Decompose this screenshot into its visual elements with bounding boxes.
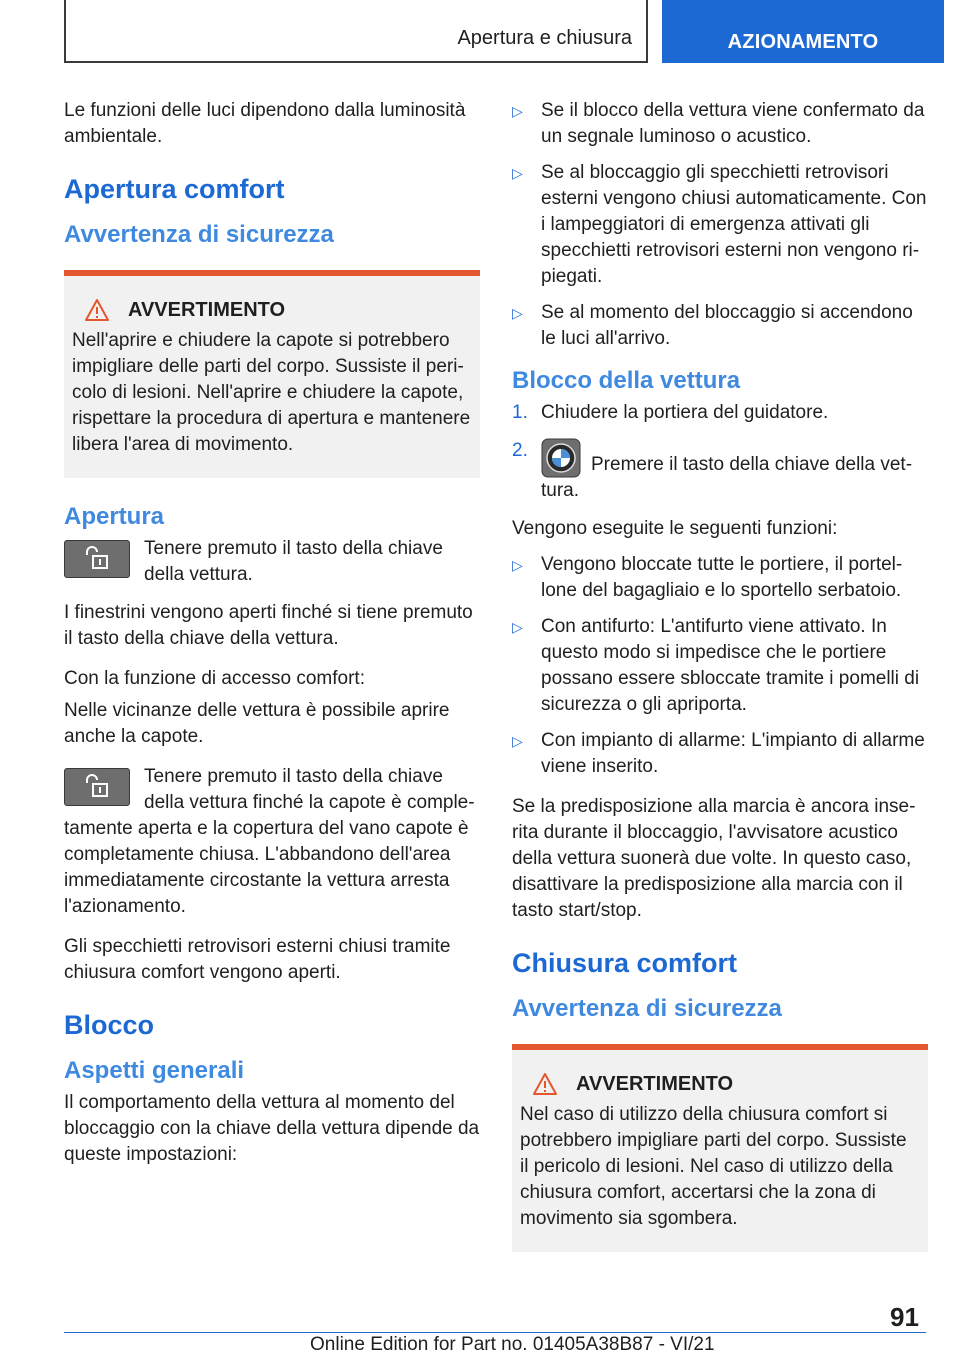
heading-lock: Blocco xyxy=(64,1010,155,1040)
footer-edition: Online Edition for Part no. 01405A38B87 - VI/21 xyxy=(310,1334,715,1355)
warning-text: Nell'aprire e chiudere la capote si potrebbero impigliare delle parti del corpo. Sussiste il pericolo di lesioni. Nell'aprire e chiudere la capote, rispettare la procedura di apertura e mantenere libera l'area di movimento. xyxy=(72,330,471,455)
warning-box xyxy=(64,270,480,478)
heading-opening: Apertura xyxy=(64,503,165,530)
triangle-bullet-icon: ▷ xyxy=(512,305,523,321)
header-section-title: Apertura e chiusura xyxy=(457,27,632,49)
header-chapter-tab: AZIONAMENTO xyxy=(662,0,944,63)
unlock-key-icon xyxy=(64,540,130,578)
key-instruction-1 xyxy=(64,536,480,588)
unlock-key-icon xyxy=(64,768,130,806)
list-item: ▷ Se il blocco della vettura viene confermato da un segnale luminoso o acustico. xyxy=(512,100,925,147)
triangle-bullet-icon: ▷ xyxy=(512,103,523,119)
steps-list xyxy=(512,400,928,504)
key-instruction-2 xyxy=(64,764,480,920)
list-item: ▷ Con antifurto: L'antifurto viene attivato. In questo modo si impedisce che le portiere possano essere sbloccate tramite i pomelli di sicurezza o gli apriporta. xyxy=(512,616,920,715)
paragraph-drive-readiness: Se la predisposizione alla marcia è ancora inserita durante il bloccaggio, l'avvisatore acustico della vettura suonerà due volte. In questo caso, disattivare la predisposizione alla marcia con il tasto start/stop. xyxy=(512,796,916,921)
heading-comfort-opening: Apertura comfort xyxy=(64,174,285,204)
triangle-bullet-icon: ▷ xyxy=(512,165,523,181)
paragraph-functions: Vengono eseguite le seguenti funzioni: xyxy=(512,518,838,539)
step-item: 1. Chiudere la portiera del guidatore. xyxy=(512,402,829,423)
intro-paragraph: Le funzioni delle luci dipendono dalla luminosità ambientale. xyxy=(64,100,466,147)
paragraph-mirrors: Gli specchietti retrovisori esterni chiusi tramite chiusura comfort vengono aperti. xyxy=(64,936,451,983)
warning-title-row-2 xyxy=(520,1072,920,1096)
heading-general: Aspetti generali xyxy=(64,1057,245,1084)
triangle-bullet-icon: ▷ xyxy=(512,557,523,573)
step-item: 2. Premere il tasto della chiave della vettura. xyxy=(512,440,913,501)
heading-comfort-closing: Chiusura comfort xyxy=(512,948,738,978)
list-item: ▷ Con impianto di allarme: L'impianto di allarme viene inserito. xyxy=(512,730,925,777)
bmw-logo-key-icon xyxy=(541,438,581,478)
warning-text-2: Nel caso di utilizzo della chiusura comfort si potrebbero impigliare parti del corpo. Sussiste il pericolo di lesioni. Nel caso di utilizzo della chiusura comfort, accertarsi che la zona di movimento sia sgombera. xyxy=(520,1104,907,1229)
page-number: 91 xyxy=(890,1302,919,1332)
warning-box-2 xyxy=(512,1044,928,1252)
settings-bullet-list xyxy=(512,98,928,352)
heading-vehicle-lock: Blocco della vettura xyxy=(512,367,741,394)
key-instruction-text-2: Tenere premuto il tasto della chiave della vettura finché la capote è completamente aperta e la copertura del vano capote è completamente chiusa. L'abbandono dell'area immediatamente circostante la vettura arresta l'azionamento. xyxy=(64,766,475,917)
warning-triangle-icon xyxy=(532,1072,558,1096)
paragraph-vicinity: Nelle vicinanze delle vettura è possibile aprire anche la capote. xyxy=(64,700,450,747)
right-column xyxy=(512,98,928,1276)
paragraph-lock-behavior: Il comportamento della vettura al momento del bloccaggio con la chiave della vettura dipende da queste impostazioni: xyxy=(64,1092,480,1165)
functions-bullet-list xyxy=(512,552,928,780)
warning-triangle-icon xyxy=(84,298,110,322)
key-instruction-text-1: Tenere premuto il tasto della chiave della vettura. xyxy=(144,538,443,585)
list-item: ▷ Se al momento del bloccaggio si accendono le luci all'arrivo. xyxy=(512,302,913,349)
paragraph-windows: I finestrini vengono aperti finché si tiene premuto il tasto della chiave della vettura. xyxy=(64,602,473,649)
heading-safety-note-2: Avvertenza di sicurezza xyxy=(512,995,782,1022)
triangle-bullet-icon: ▷ xyxy=(512,733,523,749)
list-item: ▷ Se al bloccaggio gli specchietti retrovisori esterni vengono chiusi automaticamente. Con i lampeggiatori di emergenza attivati gli specchietti retrovisori esterni non vengono ripiegati. xyxy=(512,162,927,287)
warning-title: AVVERTIMENTO xyxy=(128,298,286,321)
footer-divider xyxy=(64,1332,926,1333)
list-item: ▷ Vengono bloccate tutte le portiere, il portellone del bagagliaio e lo sportello serbatoio. xyxy=(512,554,903,601)
warning-title-2: AVVERTIMENTO xyxy=(576,1072,734,1095)
heading-safety-note: Avvertenza di sicurezza xyxy=(64,221,334,248)
left-column xyxy=(64,98,480,1182)
header-section-box xyxy=(64,0,648,63)
warning-title-row xyxy=(72,298,472,322)
triangle-bullet-icon: ▷ xyxy=(512,619,523,635)
paragraph-comfort-access: Con la funzione di accesso comfort: xyxy=(64,668,365,689)
